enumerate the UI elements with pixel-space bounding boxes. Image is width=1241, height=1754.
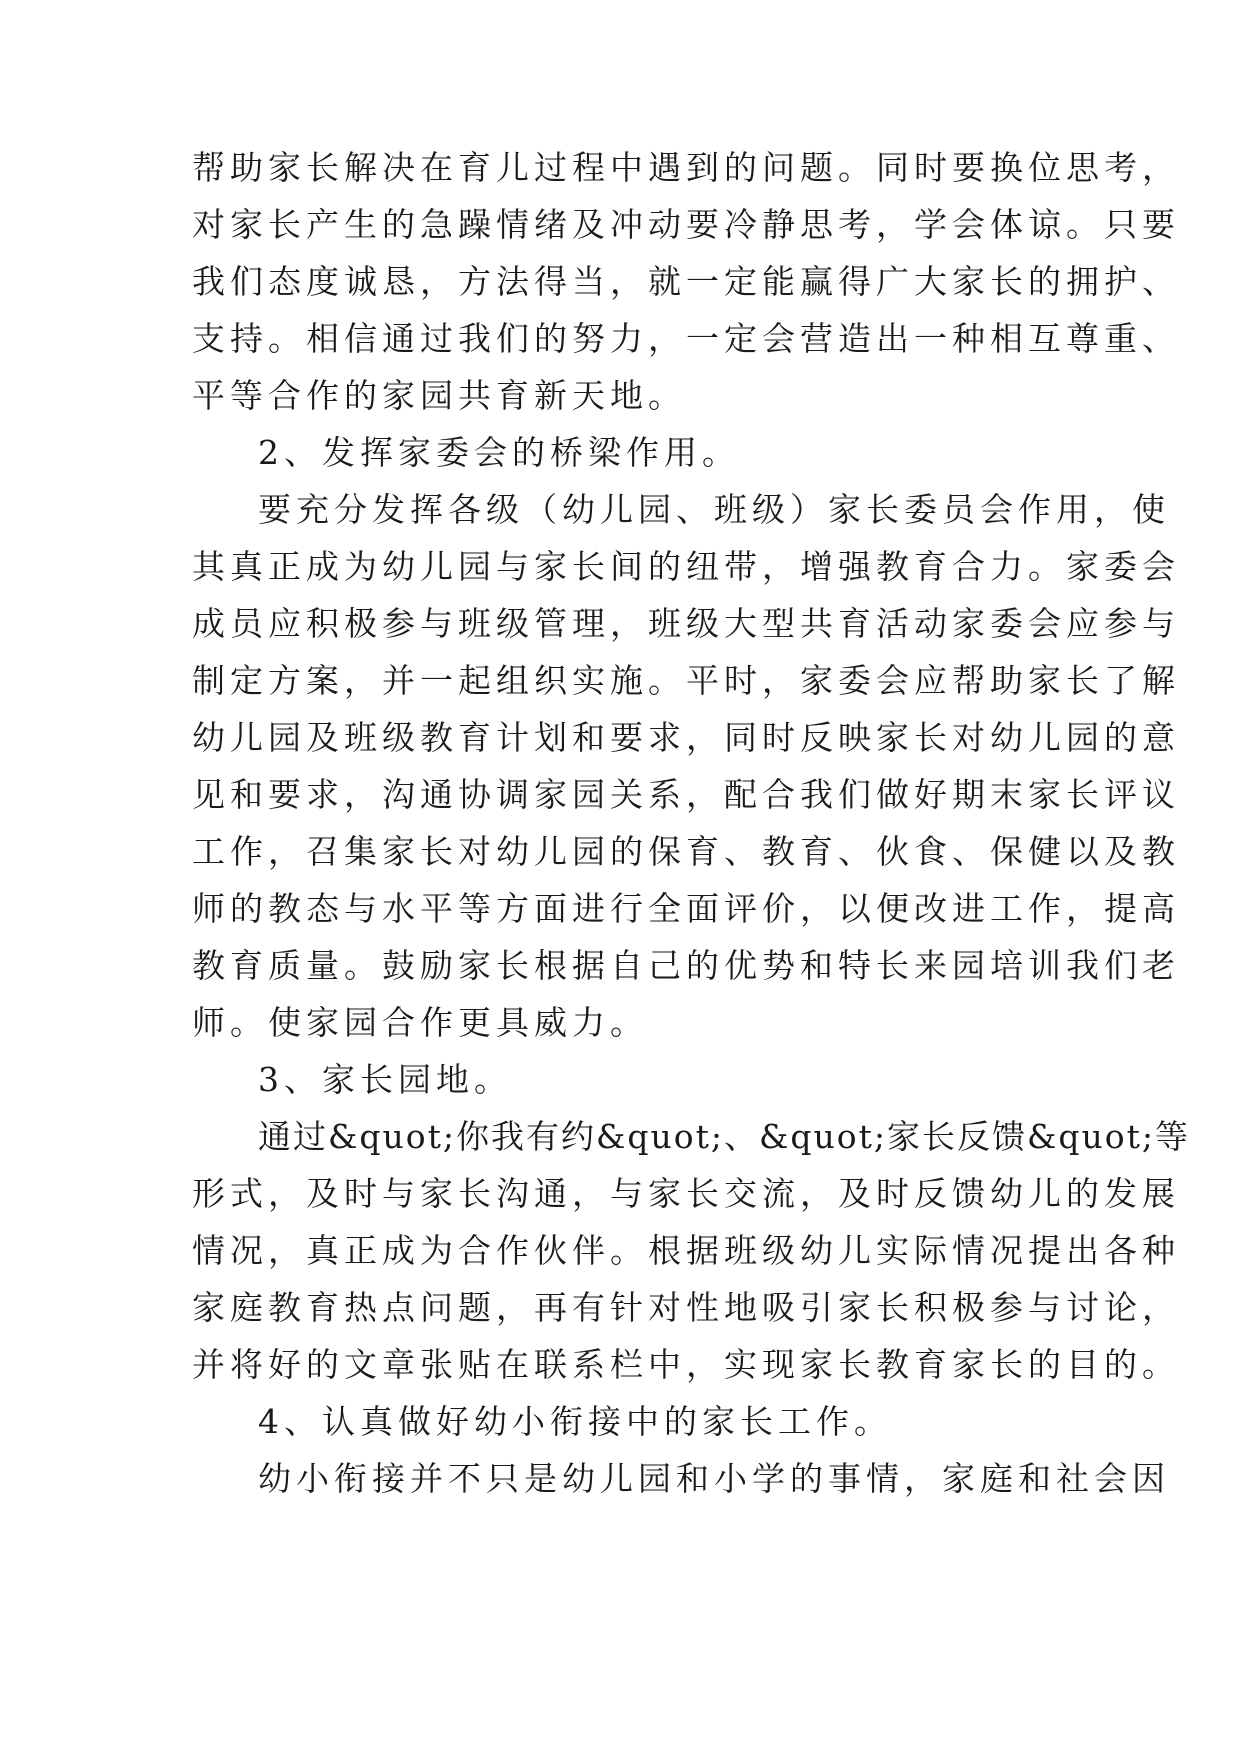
text-line: 通过&quot;你我有约&quot;、&quot;家长反馈&quot;等: [258, 1117, 1190, 1156]
text-line: 形式，及时与家长沟通，与家长交流，及时反馈幼儿的发展: [192, 1174, 1180, 1213]
text-line: 其真正成为幼儿园与家长间的纽带，增强教育合力。家委会: [192, 547, 1180, 586]
text-line: 师的教态与水平等方面进行全面评价，以便改进工作，提高: [192, 889, 1180, 928]
text-line: 对家长产生的急躁情绪及冲动要冷静思考，学会体谅。只要: [192, 205, 1180, 244]
text-line: 见和要求，沟通协调家园关系，配合我们做好期末家长评议: [192, 775, 1180, 814]
text-line: 支持。相信通过我们的努力，一定会营造出一种相互尊重、: [192, 319, 1180, 358]
section-heading: 3、家长园地。: [258, 1060, 512, 1099]
text-line: 家庭教育热点问题，再有针对性地吸引家长积极参与讨论，: [192, 1288, 1180, 1327]
text-line: 工作，召集家长对幼儿园的保育、教育、伙食、保健以及教: [192, 832, 1180, 871]
text-line: 教育质量。鼓励家长根据自己的优势和特长来园培训我们老: [192, 946, 1180, 985]
text-line: 帮助家长解决在育儿过程中遇到的问题。同时要换位思考，: [192, 148, 1180, 187]
section-heading: 2、发挥家委会的桥梁作用。: [258, 433, 740, 472]
text-line: 师。使家园合作更具威力。: [192, 1003, 648, 1042]
text-line: 要充分发挥各级（幼儿园、班级）家长委员会作用，使: [258, 490, 1170, 529]
text-line: 并将好的文章张贴在联系栏中，实现家长教育家长的目的。: [192, 1345, 1180, 1384]
text-line: 制定方案，并一起组织实施。平时，家委会应帮助家长了解: [192, 661, 1180, 700]
text-line: 情况，真正成为合作伙伴。根据班级幼儿实际情况提出各种: [192, 1231, 1180, 1270]
text-line: 幼小衔接并不只是幼儿园和小学的事情，家庭和社会因: [258, 1459, 1170, 1498]
text-line: 平等合作的家园共育新天地。: [192, 376, 686, 415]
text-line: 我们态度诚恳，方法得当，就一定能赢得广大家长的拥护、: [192, 262, 1180, 301]
section-heading: 4、认真做好幼小衔接中的家长工作。: [258, 1402, 892, 1441]
text-line: 成员应积极参与班级管理，班级大型共育活动家委会应参与: [192, 604, 1180, 643]
text-line: 幼儿园及班级教育计划和要求，同时反映家长对幼儿园的意: [192, 718, 1180, 757]
